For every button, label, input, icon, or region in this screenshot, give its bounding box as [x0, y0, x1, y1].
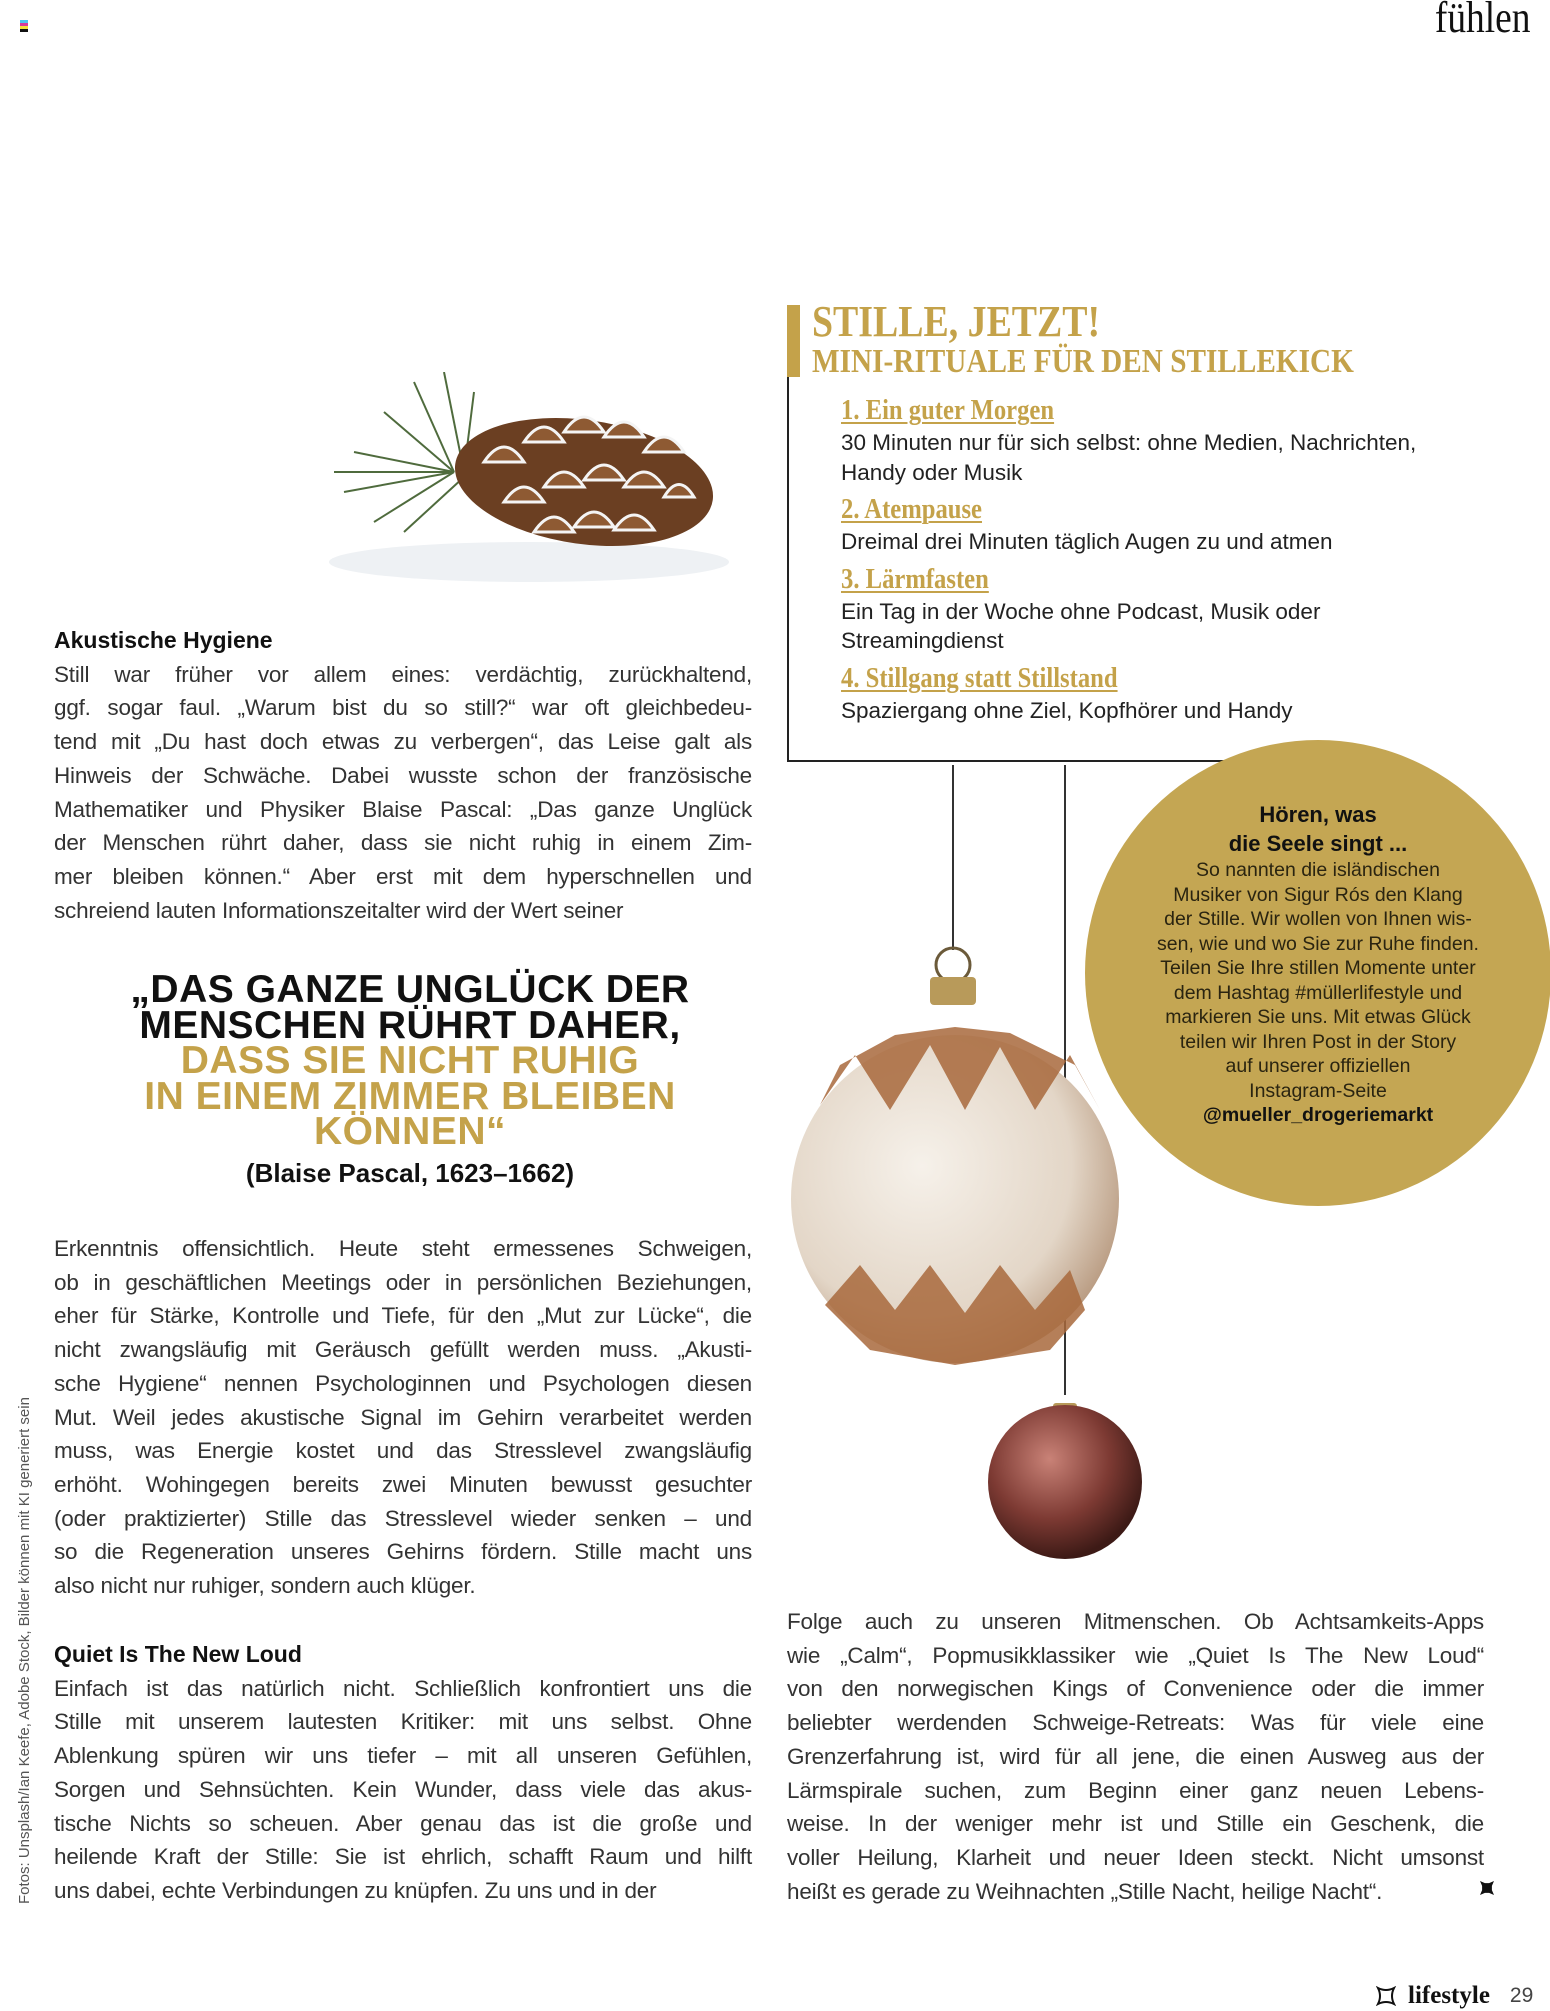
- ritual-title: 4. Stillgang statt Stillstand: [841, 662, 1118, 694]
- subheading-akustische-hygiene: Akustische Hygiene: [54, 627, 273, 653]
- text-line: ggf. sogar faul. „Warum bist du so still?“ war oft gleichbedeu-: [54, 695, 752, 721]
- callout-heading: [1100, 800, 1536, 858]
- ritual-item: [841, 662, 1501, 726]
- ritual-title: 1. Ein guter Morgen: [841, 395, 1055, 426]
- quote-gold: [60, 1039, 760, 1153]
- callout-body: [1100, 858, 1536, 1103]
- subheading-quiet: Quiet Is The New Loud: [54, 1641, 302, 1667]
- text-line: Stille mit unserem lautesten Kritiker: mit uns selbst. Ohne: [54, 1709, 752, 1735]
- ritual-title: 2. Atempause: [841, 494, 983, 525]
- small-ornament: [988, 1403, 1142, 1559]
- article-section-2: [54, 1232, 752, 1603]
- text-line: DASS SIE NICHT RUHIG: [180, 1039, 640, 1082]
- paragraph-2: [54, 1232, 752, 1603]
- instagram-callout-text: [1100, 800, 1536, 1128]
- text-line: (oder praktizierter) Stille das Stresslevel wieder senken – und: [54, 1505, 752, 1531]
- print-color-marks: [20, 20, 28, 32]
- text-line: sen, wie und wo Sie zur Ruhe finden.: [1157, 932, 1479, 955]
- pine-cone: [447, 403, 722, 562]
- pine-cone-illustration: [314, 372, 744, 592]
- ritual-text: Ein Tag in der Woche ohne Podcast, Musik oder Streamingdienst: [841, 598, 1321, 653]
- ritual-text: Spaziergang ohne Ziel, Kopfhörer und Handy: [841, 697, 1293, 723]
- text-line: teilen wir Ihren Post in der Story: [1179, 1030, 1457, 1053]
- text-line: wie „Calm“, Popmusikklassiker wie „Quiet Is The New Loud“: [787, 1642, 1484, 1668]
- ritual-item: [841, 493, 1501, 557]
- text-line: beliebter werdenden Schweige-Retreats: Was für viele eine: [787, 1710, 1484, 1736]
- paragraph-3: [54, 1672, 752, 1908]
- text-line: Lärmspirale suchen, zum Beginn einer ganz neuen Lebens-: [787, 1777, 1484, 1803]
- text-line: Hinweis der Schwäche. Dabei wusste schon der französische: [54, 762, 752, 788]
- quote-black: [60, 968, 760, 1047]
- ritual-item: [841, 563, 1501, 656]
- text-line: heißt es gerade zu Weihnachten „Stille Nacht, heilige Nacht“.: [787, 1878, 1383, 1904]
- quote-attribution: (Blaise Pascal, 1623–1662): [245, 1158, 575, 1188]
- text-line: Mut. Weil jedes akustische Signal im Gehirn verarbeitet werden: [54, 1404, 752, 1430]
- text-line: dem Hashtag #müllerlifestyle und: [1173, 981, 1463, 1004]
- text-line: IN EINEM ZIMMER BLEIBEN: [144, 1074, 676, 1118]
- pull-quote: [60, 968, 760, 1153]
- text-line: Mathematiker und Physiker Blaise Pascal: „Das ganze Unglück: [54, 796, 752, 822]
- footer-brand: lifestyle: [1408, 1982, 1490, 2009]
- text-line: nicht zwangsläufig mit Geräusch gefüllt werden muss. „Akusti-: [54, 1337, 752, 1363]
- text-line: KÖNNEN“: [313, 1110, 506, 1153]
- text-line: tische Nichts so scheuen. Aber genau das ist die große und: [54, 1810, 752, 1836]
- article-section-1: [54, 624, 752, 927]
- text-line: Ablenkung spüren wir uns tiefer – mit all unseren Gefühlen,: [54, 1743, 752, 1769]
- text-line: Musiker von Sigur Rós den Klang: [1173, 883, 1463, 906]
- page-footer: [1376, 1982, 1533, 2010]
- lifestyle-logo-icon: [1376, 1986, 1396, 2006]
- text-line: heilende Kraft der Stille: Sie ist ehrlich, schafft Raum und hilft: [54, 1844, 752, 1870]
- text-line: Folge auch zu unseren Mitmenschen. Ob Achtsamkeits-Apps: [787, 1609, 1484, 1634]
- text-line: MENSCHEN RÜHRT DAHER,: [139, 1003, 681, 1047]
- text-line: markieren Sie uns. Mit etwas Glück: [1165, 1006, 1471, 1028]
- text-line: uns dabei, echte Verbindungen zu knüpfen. Zu uns und in der: [54, 1877, 657, 1903]
- paragraph-1: [54, 658, 752, 928]
- text-line: erhöht. Wohingegen bereits zwei Minuten bewusst gesuchter: [54, 1471, 752, 1497]
- text-line: Grenzerfahrung ist, wird für all jene, die einen Ausweg aus der: [787, 1743, 1484, 1769]
- text-line: die Seele singt ...: [1228, 831, 1408, 856]
- text-line: tend mit „Du hast doch etwas zu verbergen“, das Leise galt als: [54, 729, 752, 755]
- instagram-handle[interactable]: @mueller_drogeriemarkt: [1202, 1104, 1434, 1126]
- box-title: STILLE, JETZT!: [812, 297, 1101, 346]
- text-line: Erkenntnis offensichtlich. Heute steht ermessenes Schweigen,: [54, 1236, 752, 1261]
- text-line: Instagram-Seite: [1249, 1079, 1387, 1102]
- text-line: der Menschen rührt daher, dass sie nicht ruhig in einem Zim-: [54, 830, 752, 856]
- ritual-title: 3. Lärmfasten: [841, 563, 989, 595]
- text-line: Still war früher vor allem eines: verdächtig, zurückhaltend,: [54, 661, 752, 687]
- text-line: sche Hygiene“ nennen Psychologinnen und Psychologen diesen: [54, 1370, 752, 1396]
- text-line: muss, was Energie kostet und das Stresslevel zwangsläufig: [54, 1438, 752, 1464]
- text-line: so die Regeneration unseres Gehirns fördern. Stille macht uns: [54, 1539, 752, 1565]
- box-subtitle: MINI-RITUALE FÜR DEN STILLEKICK: [812, 343, 1354, 380]
- text-line: Hören, was: [1259, 802, 1377, 827]
- gold-accent-bar: [787, 305, 800, 377]
- text-line: von den norwegischen Kings of Convenience oder die immer: [787, 1676, 1484, 1702]
- text-line: ob in geschäftlichen Meetings oder in persönlichen Beziehungen,: [54, 1269, 752, 1295]
- pine-needles: [334, 372, 474, 532]
- text-line: eher für Stärke, Kontrolle und Tiefe, für den „Mut zur Lücke“, die: [54, 1303, 752, 1329]
- article-section-4: [787, 1605, 1484, 1908]
- page-number: 29: [1509, 1984, 1534, 2007]
- text-line: schreiend lauten Informationszeitalter wird der Wert seiner: [54, 897, 624, 923]
- article-section-3: [54, 1638, 752, 1908]
- paragraph-4: [787, 1605, 1484, 1908]
- ritual-text: Dreimal drei Minuten täglich Augen zu und atmen: [841, 529, 1333, 554]
- section-title: fühlen: [1434, 0, 1530, 42]
- text-line: mer bleiben können.“ Aber erst mit dem hyperschnellen und: [54, 863, 752, 889]
- text-line: „DAS GANZE UNGLÜCK DER: [130, 968, 690, 1011]
- text-line: Sorgen und Sehnsüchten. Kein Wunder, dass viele das akus-: [54, 1776, 752, 1802]
- text-line: Einfach ist das natürlich nicht. Schließlich konfrontiert uns die: [54, 1675, 752, 1701]
- text-line: Teilen Sie Ihre stillen Momente unter: [1160, 957, 1476, 979]
- text-line: auf unserer offiziellen: [1225, 1055, 1411, 1077]
- ritual-text: 30 Minuten nur für sich selbst: ohne Medien, Nachrichten, Handy oder Musik: [841, 430, 1417, 485]
- text-line: voller Heilung, Klarheit und neuer Ideen steckt. Nicht umsonst: [787, 1844, 1484, 1870]
- text-line: also nicht nur ruhiger, sondern auch klüger.: [54, 1573, 476, 1599]
- text-line: So nannten die isländischen: [1196, 859, 1440, 881]
- text-line: weise. In der weniger mehr ist und Stille ein Geschenk, die: [787, 1811, 1484, 1837]
- ritual-item: [841, 394, 1501, 487]
- large-ornament: [791, 948, 1119, 1365]
- rituals-list: [841, 394, 1501, 731]
- photo-credit: Fotos: Unsplash/Ian Keefe, Adobe Stock, Bilder können mit KI generiert sein: [16, 1397, 33, 1904]
- text-line: der Stille. Wir wollen von Ihnen wis-: [1164, 908, 1472, 930]
